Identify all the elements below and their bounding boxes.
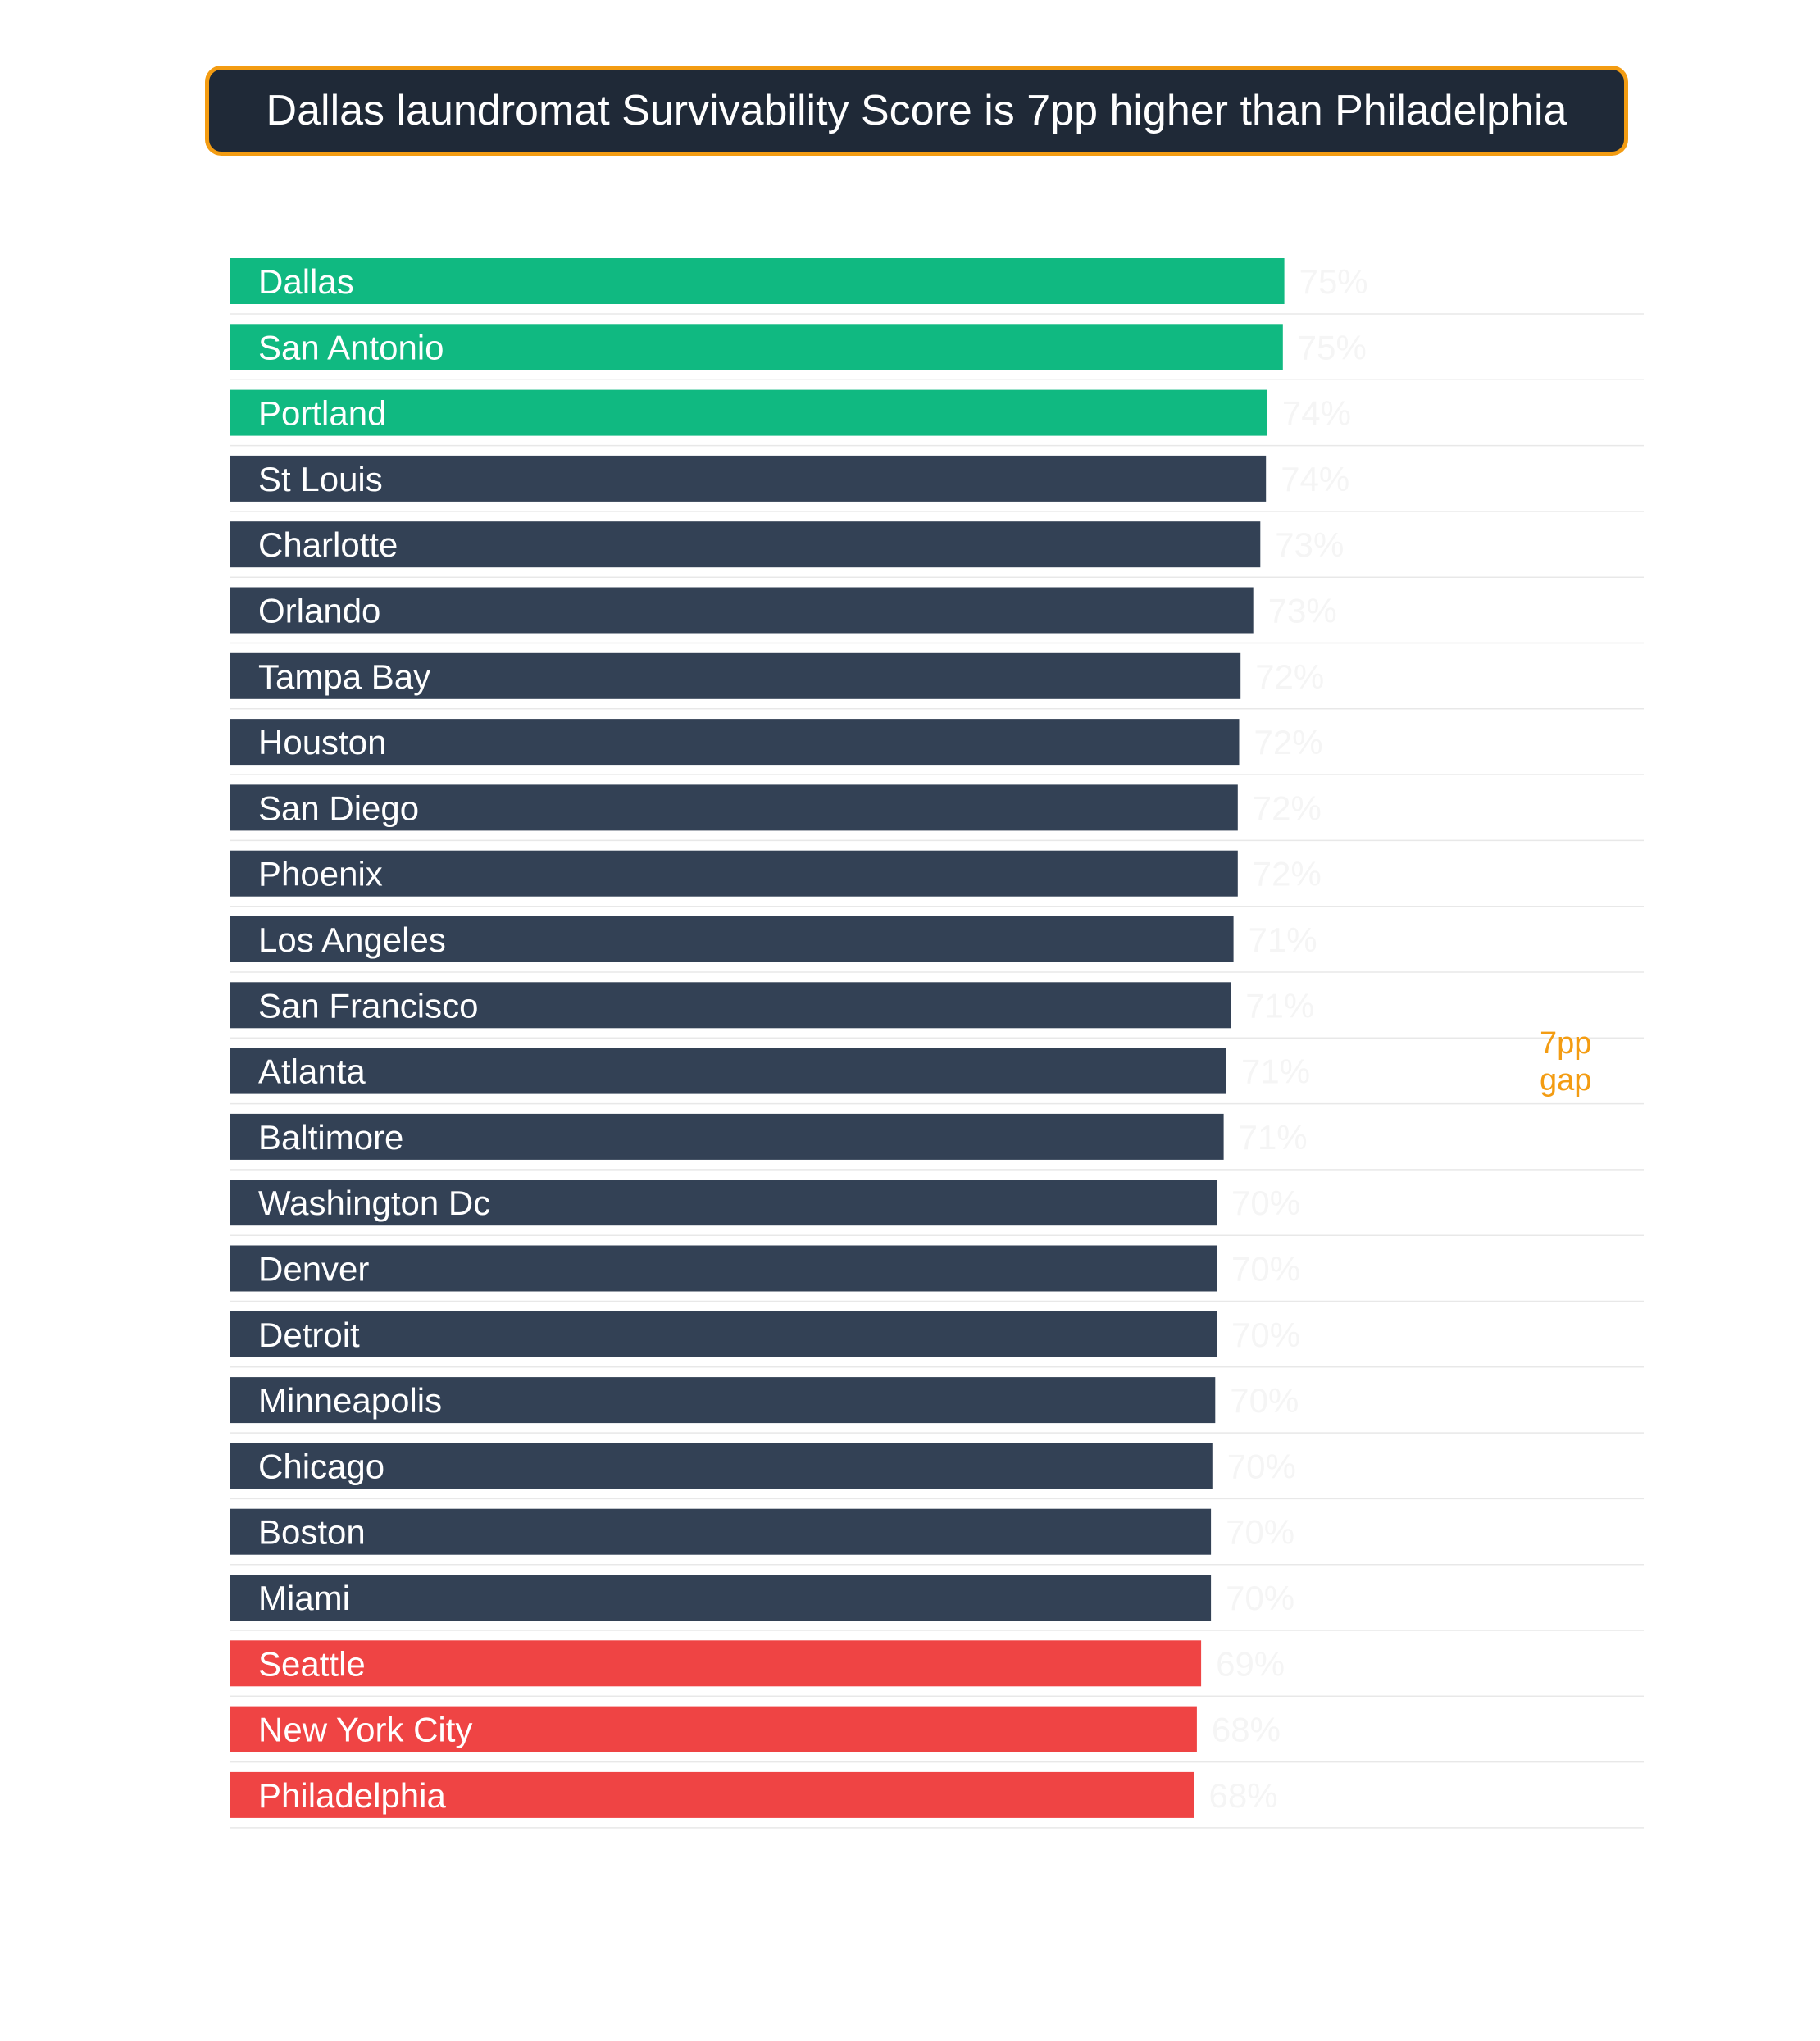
category-label: Los Angeles — [258, 920, 446, 959]
category-label: Detroit — [258, 1315, 360, 1354]
category-label: Dallas — [258, 262, 354, 301]
category-label: Baltimore — [258, 1117, 404, 1157]
category-label: Minneapolis — [258, 1381, 443, 1421]
bar-boston — [230, 1509, 1211, 1555]
value-label: 72% — [1252, 789, 1322, 828]
category-label: Philadelphia — [258, 1775, 446, 1815]
value-label: 75% — [1299, 262, 1368, 301]
gap-annotation-line2: gap — [1540, 1063, 1592, 1098]
value-label: 71% — [1238, 1117, 1308, 1157]
category-label: San Francisco — [258, 986, 479, 1025]
value-label: 72% — [1255, 657, 1325, 696]
value-label: 73% — [1267, 591, 1337, 630]
category-label: Miami — [258, 1579, 350, 1617]
category-label: St Louis — [258, 459, 383, 498]
value-label: 73% — [1275, 525, 1345, 565]
category-label: Chicago — [258, 1447, 385, 1486]
value-label: 70% — [1230, 1381, 1299, 1421]
bar-dallas — [230, 258, 1285, 304]
value-label: 74% — [1281, 393, 1351, 433]
category-label: New York City — [258, 1710, 473, 1749]
category-label: Denver — [258, 1249, 370, 1289]
category-label: Orlando — [258, 591, 381, 630]
value-label: 75% — [1297, 328, 1367, 367]
value-label: 72% — [1252, 854, 1322, 893]
bar-detroit — [230, 1311, 1217, 1357]
category-label: Houston — [258, 723, 387, 762]
category-label: San Diego — [258, 789, 420, 828]
bar-denver — [230, 1246, 1217, 1292]
value-label: 70% — [1226, 1579, 1295, 1617]
chart-title: Dallas laundromat Survivability Score is 7pp higher than Philadelphia — [205, 66, 1628, 156]
category-label: Atlanta — [258, 1052, 366, 1091]
value-label: 68% — [1211, 1710, 1281, 1749]
gap-annotation — [1540, 1026, 1591, 1098]
bar-miami — [230, 1575, 1211, 1621]
value-label: 70% — [1226, 1512, 1295, 1552]
value-label: 70% — [1231, 1315, 1301, 1354]
value-label: 70% — [1226, 1447, 1296, 1486]
category-label: Boston — [258, 1512, 366, 1552]
category-label: Portland — [258, 393, 387, 433]
bar-orlando — [230, 588, 1254, 634]
value-label: 74% — [1281, 459, 1350, 498]
category-label: Phoenix — [258, 854, 383, 893]
category-label: Charlotte — [258, 525, 398, 565]
category-label: Seattle — [258, 1644, 366, 1684]
value-label: 70% — [1231, 1184, 1301, 1223]
value-label: 68% — [1208, 1775, 1278, 1815]
bar-atlanta — [230, 1048, 1226, 1094]
value-label: 71% — [1245, 986, 1315, 1025]
category-label: San Antonio — [258, 328, 444, 367]
value-label: 72% — [1254, 723, 1323, 762]
value-label: 70% — [1231, 1249, 1301, 1289]
category-label: Washington Dc — [258, 1184, 491, 1223]
value-label: 69% — [1216, 1644, 1285, 1684]
category-label: Tampa Bay — [258, 657, 431, 696]
value-label: 71% — [1241, 1052, 1311, 1091]
bar-st-louis — [230, 456, 1266, 502]
value-label: 71% — [1248, 920, 1317, 959]
gap-annotation-line1: 7pp — [1540, 1026, 1592, 1061]
bar-seattle — [230, 1640, 1201, 1686]
